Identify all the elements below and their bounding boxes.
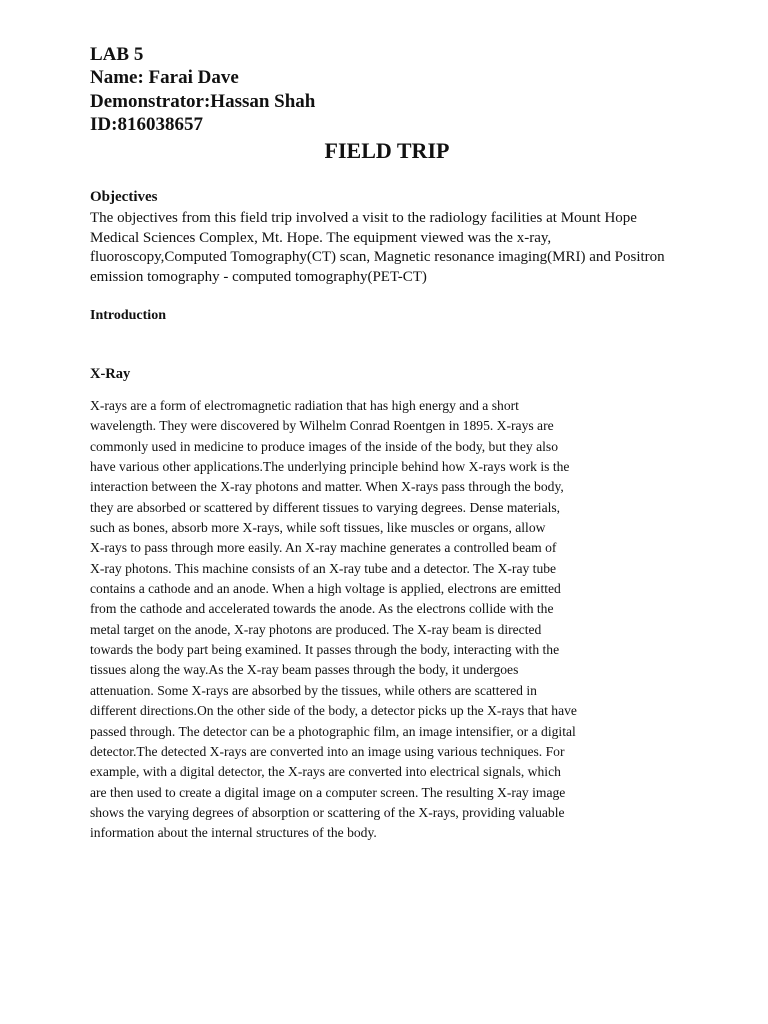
xray-line: detector.The detected X-rays are converted into an image using various techniques. For	[90, 743, 565, 759]
objectives-heading: Objectives	[90, 189, 158, 205]
student-name: Name: Farai Dave	[90, 67, 239, 89]
xray-line: from the cathode and accelerated towards the anode. As the electrons collide with the	[90, 601, 554, 617]
xray-line: such as bones, absorb more X-rays, while soft tissues, like muscles or organs, allow	[90, 520, 546, 536]
xray-line: example, with a digital detector, the X-rays are converted into electrical signals, which	[90, 764, 561, 780]
xray-line: interaction between the X-ray photons and matter. When X-rays pass through the body,	[90, 479, 564, 495]
xray-line: contains a cathode and an anode. When a high voltage is applied, electrons are emitted	[90, 581, 561, 597]
xray-line: commonly used in medicine to produce images of the inside of the body, but they also	[90, 438, 559, 454]
xray-heading: X-Ray	[90, 366, 131, 382]
xray-line: wavelength. They were discovered by Wilhelm Conrad Roentgen in 1895. X-rays are	[90, 418, 554, 434]
xray-line: X-rays are a form of electromagnetic radiation that has high energy and a short	[90, 398, 519, 413]
xray-paragraph	[90, 396, 610, 844]
xray-line: are then used to create a digital image on a computer screen. The resulting X-ray image	[90, 784, 566, 800]
xray-line: information about the internal structures of the body.	[90, 825, 377, 841]
xray-line: metal target on the anode, X-ray photons are produced. The X-ray beam is directed	[90, 621, 542, 637]
xray-line: tissues along the way.As the X-ray beam passes through the body, it undergoes	[90, 662, 519, 678]
student-id: ID:816038657	[90, 113, 203, 135]
objectives-line: emission tomography - computed tomography(PET-CT)	[90, 268, 427, 285]
xray-line: they are absorbed or scattered by different tissues to varying degrees. Dense materials,	[90, 499, 561, 515]
introduction-heading: Introduction	[90, 308, 166, 323]
lab-number: LAB 5	[90, 44, 144, 65]
header-block	[90, 43, 315, 136]
xray-line: X-rays to pass through more easily. An X-ray machine generates a controlled beam of	[90, 540, 557, 556]
xray-line: different directions.On the other side of the body, a detector picks up the X-rays that have	[90, 703, 577, 719]
objectives-paragraph	[90, 209, 690, 287]
xray-line: towards the body part being examined. It passes through the body, interacting with the	[90, 642, 560, 658]
objectives-line: fluoroscopy,Computed Tomography(CT) scan, Magnetic resonance imaging(MRI) and Positron	[90, 249, 665, 266]
objectives-line: Medical Sciences Complex, Mt. Hope. The equipment viewed was the x-ray,	[90, 229, 552, 246]
page-title: FIELD TRIP	[324, 138, 450, 163]
xray-line: attenuation. Some X-rays are absorbed by the tissues, while others are scattered in	[90, 682, 537, 698]
xray-line: have various other applications.The underlying principle behind how X-rays work is the	[90, 459, 570, 475]
xray-line: X-ray photons. This machine consists of an X-ray tube and a detector. The X-ray tube	[90, 560, 557, 576]
xray-line: passed through. The detector can be a photographic film, an image intensifier, or a digital	[90, 723, 576, 739]
objectives-line: The objectives from this field trip involved a visit to the radiology facilities at Mount Hope	[90, 210, 637, 226]
xray-line: shows the varying degrees of absorption or scattering of the X-rays, providing valuable	[90, 804, 565, 820]
demonstrator-name: Demonstrator:Hassan Shah	[90, 90, 316, 112]
